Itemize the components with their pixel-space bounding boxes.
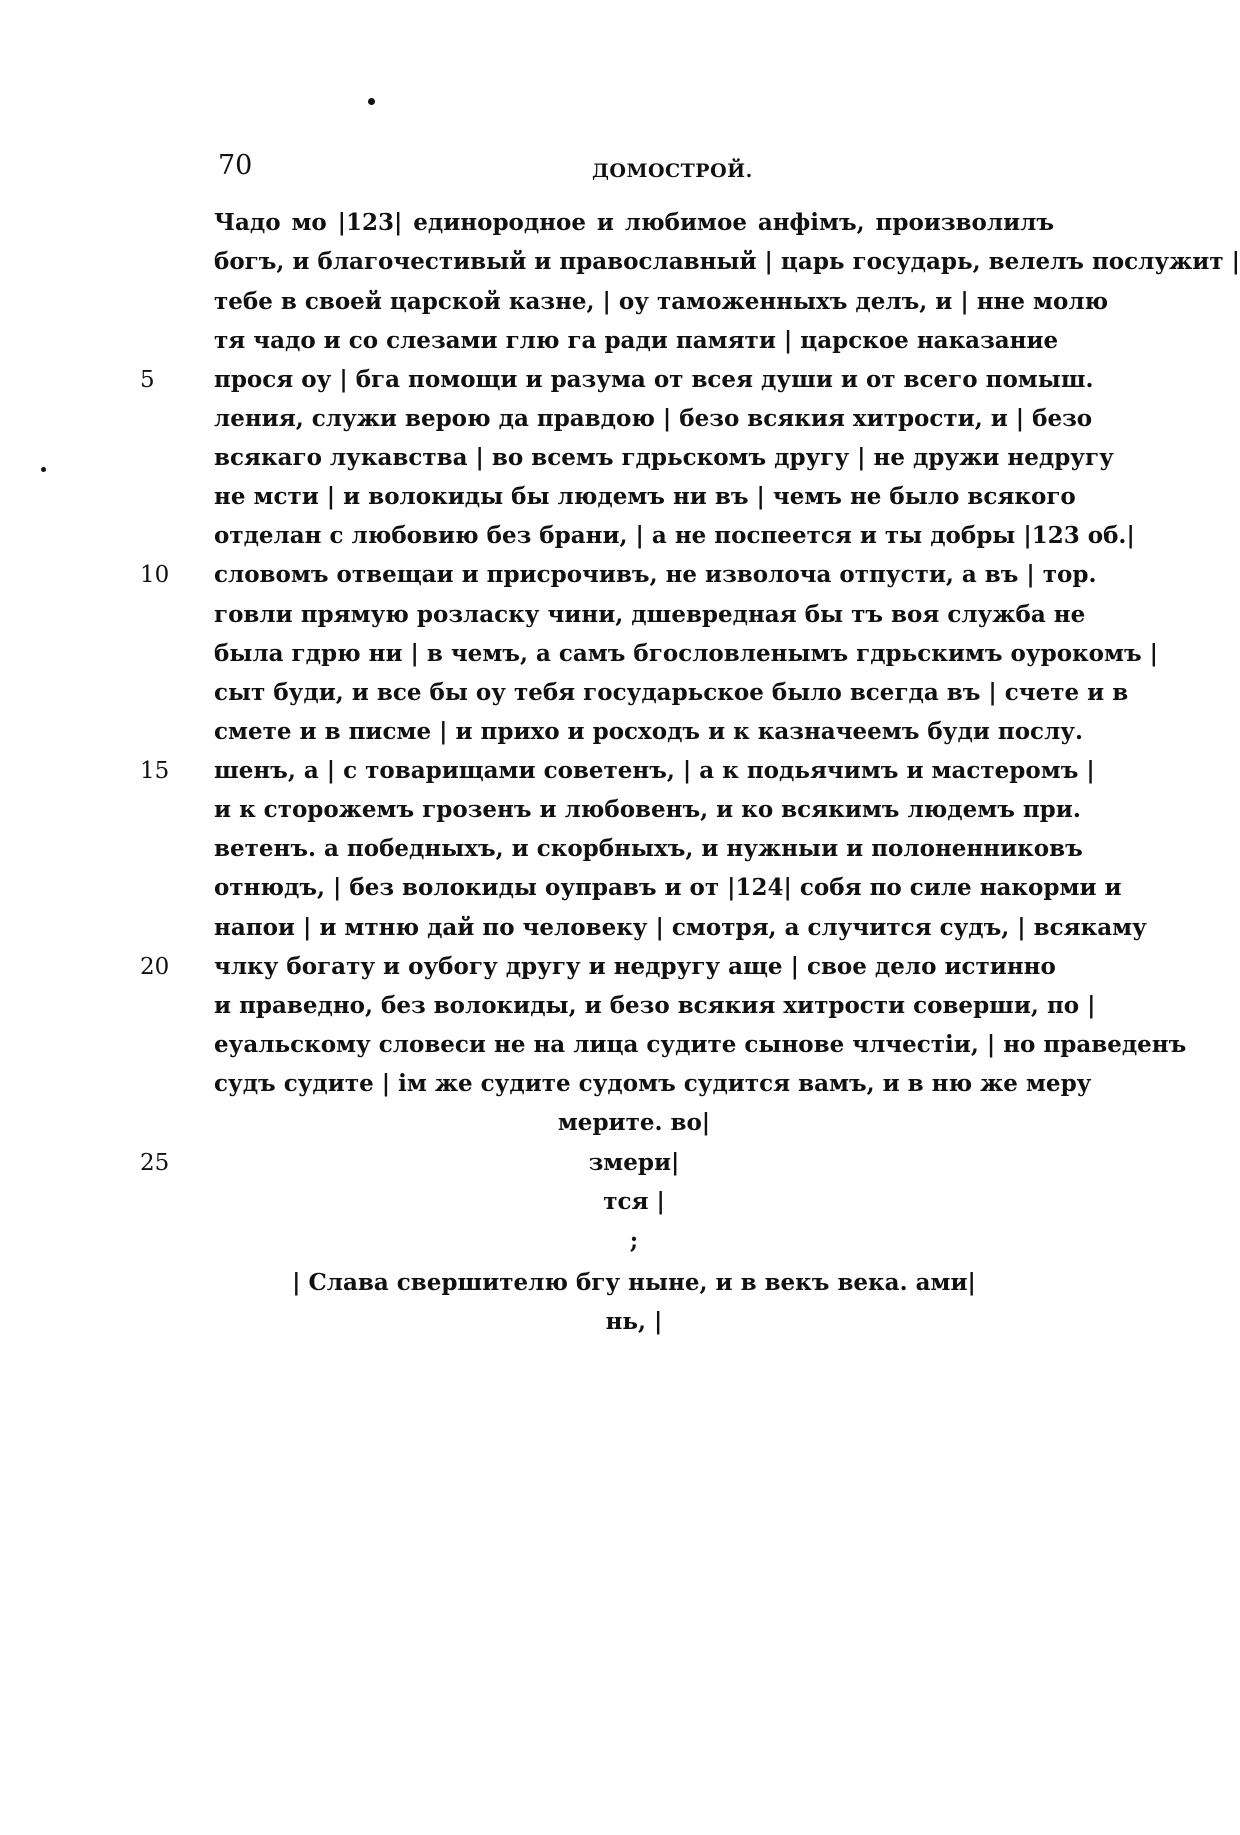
text-line: говли прямую розласку чини, дшевредная бы тъ воя служба не xyxy=(214,601,1086,628)
text-line: не мсти | и волокиды бы людемъ ни въ | чемъ не было всякого xyxy=(214,483,1076,510)
text-line: судъ судите | iм же судите судомъ судится вамъ, и в ню же меру xyxy=(214,1070,1092,1097)
text-line: тебе в своей царской казне, | оу таможенныхъ делъ, и | нне молю xyxy=(214,288,1109,315)
text-line: еуальскому словеси не на лица судите сынове члчестiи, | но праведенъ xyxy=(214,1031,1187,1058)
text-line: ления, служи верою да правдою | безо всякия хитрости, и | безо xyxy=(214,405,1093,432)
line-number: 25 xyxy=(140,1150,170,1176)
tail-line: тся | xyxy=(603,1188,665,1215)
text-line: словомъ отвещаи и присрочивъ, не изволоча отпусти, а въ | тор. xyxy=(214,561,1097,588)
text-line: отделан с любовию без брани, | а не поспеется и ты добры |123 об.| xyxy=(214,522,1135,549)
line-number: 5 xyxy=(140,367,155,393)
tail-line: змери| xyxy=(588,1149,680,1176)
line-number: 20 xyxy=(140,954,170,980)
line-number: 10 xyxy=(140,562,170,588)
doxology-line: | Слава свершителю бгу нынe, и в векъ века. ами| xyxy=(292,1269,976,1296)
text-line: Чадо мо |123| единородное и любимое анфiмъ, произволилъ xyxy=(214,209,1054,236)
page-number: 70 xyxy=(218,150,253,181)
text-line: и к сторожемъ грозенъ и любовенъ, и ко всякимъ людемъ при. xyxy=(214,796,1081,823)
line-number: 15 xyxy=(140,758,170,784)
tail-line: мерите. во| xyxy=(557,1109,711,1136)
running-title: ДОМОСТРОЙ. xyxy=(592,160,753,182)
text-line: и праведно, без волокиды, и безо всякия хитрости соверши, по | xyxy=(214,992,1096,1019)
tail-line: ; xyxy=(629,1227,639,1254)
text-line: шенъ, а | с товарищами советенъ, | а к подьячимъ и мастеромъ | xyxy=(214,757,1095,784)
text-line: тя чадо и со слезами глю га ради памяти | царское наказание xyxy=(214,327,1059,354)
decorative-dot xyxy=(368,98,375,105)
text-line: отнюдъ, | без волокиды оуправъ и от |124| собя по силе накорми и xyxy=(214,874,1122,901)
text-line: напои | и мтню дай по человеку | смотря, а случится судъ, | всякаму xyxy=(214,914,1147,941)
text-line: ветенъ. а победныхъ, и скорбныхъ, и нужныи и полоненниковъ xyxy=(214,835,1083,862)
text-line: всякаго лукавства | во всемъ гдрьскомъ другу | не дружи недругу xyxy=(214,444,1114,471)
text-line: члку богату и оубогу другу и недругу аще | свое дело истинно xyxy=(214,953,1056,980)
text-line: прося оу | бга помощи и разума от всея души и от всего помыш. xyxy=(214,366,1094,393)
text-line: сыт буди, и все бы оу тебя гоcударьское было всегда въ | счете и в xyxy=(214,679,1129,706)
margin-dot xyxy=(41,467,46,472)
text-line: была гдрю ни | в чемъ, а самъ бгословленымъ гдрьскимъ оурокомъ | xyxy=(214,640,1158,667)
text-line: богъ, и благочестивый и православный | царь государь, велелъ послужит | xyxy=(214,248,1240,275)
text-line: смете и в писме | и прихо и росходъ и к казначеемъ буди послу. xyxy=(214,718,1084,745)
doxology-line: нь, | xyxy=(605,1308,663,1335)
